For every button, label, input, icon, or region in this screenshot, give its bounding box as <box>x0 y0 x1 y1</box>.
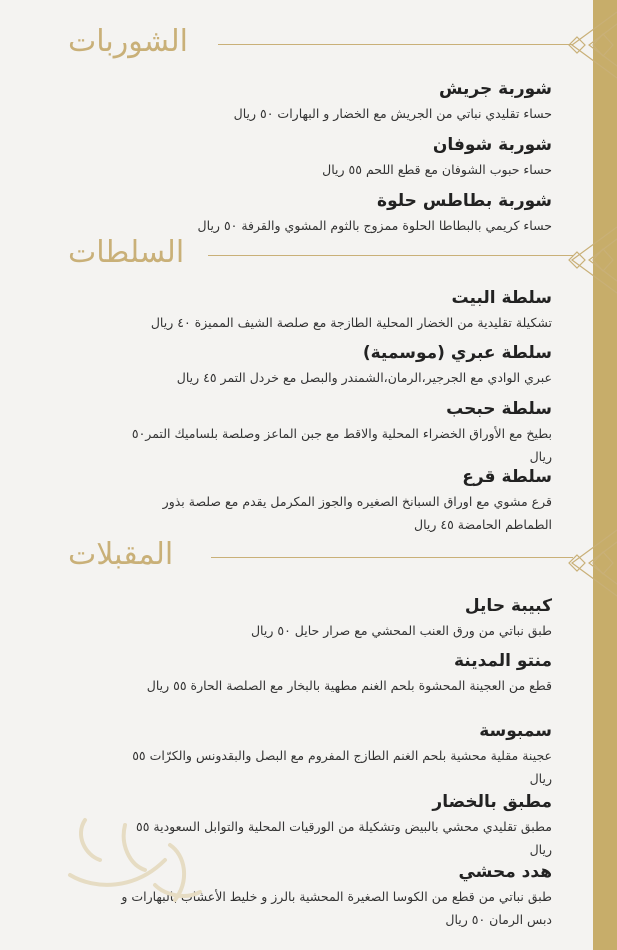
menu-item <box>112 593 552 648</box>
ornament-icon <box>567 528 617 598</box>
item-name: منتو المدينة <box>453 651 552 671</box>
menu-item <box>112 76 552 132</box>
section-header-appetizers <box>68 535 573 575</box>
item-name: سلطة البيت <box>451 288 552 308</box>
section-title: السلطات <box>68 235 185 270</box>
item-description: بطيخ مع الأوراق الخضراء المحلية والاقط مع جبن الماعز وصلصة بلساميك التمر٥٠ ريال <box>131 426 552 464</box>
item-name: سلطة قرع <box>462 467 552 487</box>
section-header-salads <box>68 233 573 273</box>
divider-line <box>218 44 573 45</box>
item-name: كبيبة حايل <box>464 596 552 616</box>
soups-list <box>112 76 552 237</box>
item-description: حساء كريمي بالبطاطا الحلوة ممزوج بالثوم المشوي والقرفة ٥٠ ريال <box>197 218 552 233</box>
menu-item <box>112 132 552 188</box>
salads-list <box>112 285 552 536</box>
item-description: حساء حبوب الشوفان مع قطع اللحم ٥٥ ريال <box>322 162 552 177</box>
divider-line <box>208 255 573 256</box>
item-name: هدد محشي <box>458 862 552 882</box>
divider-line <box>211 557 573 558</box>
section-title: المقبلات <box>68 537 174 572</box>
menu-item <box>112 188 552 237</box>
item-description: قطع من العجينة المحشوة بلحم الغنم مطهية بالبخار مع الصلصة الحارة ٥٥ ريال <box>146 678 552 693</box>
item-name: شوربة جريش <box>438 79 552 99</box>
item-description: تشكيلة تقليدية من الخضار المحلية الطازجة مع صلصة الشيف المميزة ٤٠ ريال <box>150 315 552 330</box>
item-description: طبق نباتي من قطع من الكوسا الصغيرة المحشية بالرز و خليط الأعشاب بالبهارات و دبس الرمان ٥٠ ريال <box>121 889 552 927</box>
item-description: حساء تقليدي نباتي من الجريش مع الخضار و البهارات ٥٠ ريال <box>233 106 552 121</box>
item-description: قرع مشوي مع اوراق السبانخ الصغيره والجوز المكرمل يقدم مع صلصة بذور الطماطم الحامضة ٤٥ ريال <box>162 494 552 532</box>
item-name: سلطة عبري (موسمية) <box>362 343 552 363</box>
section-title: الشوربات <box>68 24 188 59</box>
item-name: مطبق بالخضار <box>432 792 552 812</box>
item-description: عبري الوادي مع الجرجير،الرمان،الشمندر والبصل مع خردل التمر ٤٥ ريال <box>176 370 552 385</box>
menu-item <box>112 648 552 718</box>
item-name: سمبوسة <box>479 721 552 741</box>
ornament-icon <box>567 10 617 80</box>
item-description: عجينة مقلية محشية بلحم الغنم الطازج المفروم مع البصل والبقدونس والكرّات ٥٥ ريال <box>132 748 552 786</box>
item-name: شوربة بطاطس حلوة <box>377 191 552 211</box>
menu-item <box>112 396 552 464</box>
ornament-icon <box>567 225 617 295</box>
calligraphy-watermark-logo <box>65 800 205 910</box>
section-header-soups <box>68 22 573 62</box>
menu-item <box>112 340 552 396</box>
menu-item <box>112 285 552 340</box>
menu-item <box>112 718 552 789</box>
menu-item <box>112 464 552 536</box>
item-description: مطبق تقليدي محشي بالبيض وتشكيلة من الورقيات المحلية والتوابل السعودية ٥٥ ريال <box>136 819 552 857</box>
gold-side-strip <box>593 0 617 950</box>
item-description: طبق نباتي من ورق العنب المحشي مع صرار حايل ٥٠ ريال <box>250 623 552 638</box>
item-name: شوربة شوفان <box>432 135 552 155</box>
item-name: سلطة حبحب <box>446 399 552 419</box>
